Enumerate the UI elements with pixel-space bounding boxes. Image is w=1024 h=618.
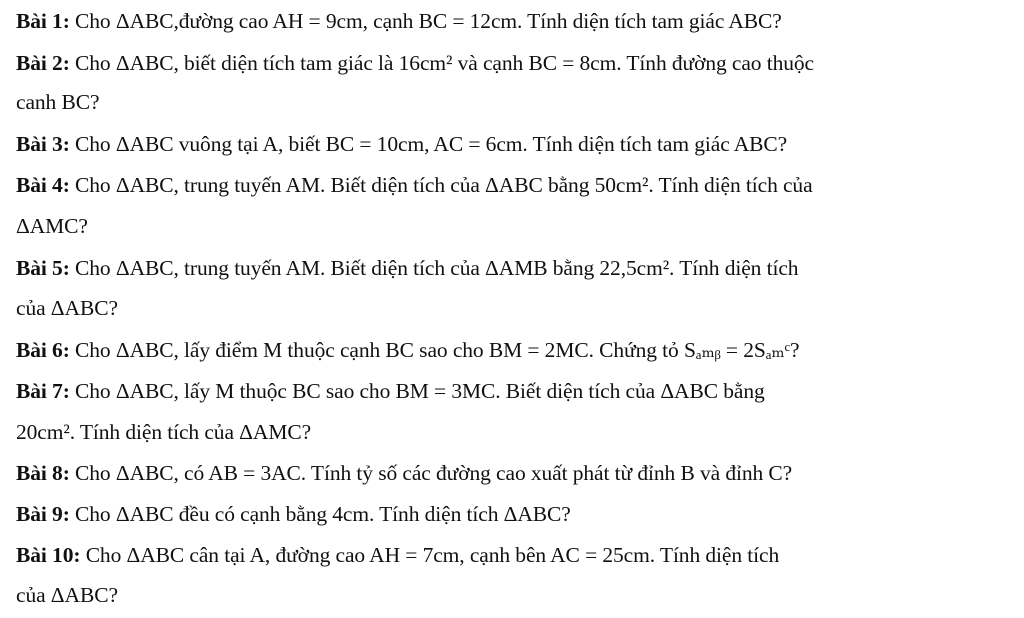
problem-text: Cho ΔABC, trung tuyến AM. Biết diện tích của ΔABC bằng 50cm². Tính diện tích của — [75, 173, 813, 197]
problem-10 — [16, 542, 779, 568]
problem-label: Bài 1: — [16, 9, 70, 33]
problem-1 — [16, 8, 782, 34]
problem-text: 20cm². Tính diện tích của ΔAMC? — [16, 420, 312, 444]
problem-2 — [16, 50, 814, 76]
problem-label: Bài 7: — [16, 379, 70, 403]
problem-3 — [16, 131, 787, 157]
problem-text: Cho ΔABC, trung tuyến AM. Biết diện tích của ΔAMB bằng 22,5cm². Tính diện tích — [75, 256, 799, 280]
problem-text: Cho ΔABC, lấy điểm M thuộc cạnh BC sao cho BM = 2MC. Chứng tỏ Sₐₘᵦ = 2Sₐₘᶜ? — [75, 338, 800, 362]
problem-label: Bài 6: — [16, 338, 70, 362]
problem-7 — [16, 378, 765, 404]
problem-label: Bài 5: — [16, 256, 70, 280]
problem-label: Bài 2: — [16, 51, 70, 75]
problem-10-continuation — [16, 582, 118, 608]
problem-text: canh BC? — [16, 90, 100, 114]
problem-5-continuation — [16, 295, 118, 321]
problem-text: Cho ΔABC, lấy M thuộc BC sao cho BM = 3MC. Biết diện tích của ΔABC bằng — [75, 379, 765, 403]
problem-7-continuation — [16, 419, 311, 445]
problem-label: Bài 3: — [16, 132, 70, 156]
problem-text: Cho ΔABC vuông tại A, biết BC = 10cm, AC = 6cm. Tính diện tích tam giác ABC? — [75, 132, 788, 156]
problem-text: của ΔABC? — [16, 583, 118, 607]
problem-label: Bài 10: — [16, 543, 81, 567]
problem-2-continuation — [16, 89, 99, 115]
problem-4-continuation — [16, 213, 88, 239]
problem-5 — [16, 255, 798, 281]
problem-text: Cho ΔABC,đường cao AH = 9cm, cạnh BC = 12cm. Tính diện tích tam giác ABC? — [75, 9, 782, 33]
problem-label: Bài 9: — [16, 502, 70, 526]
problem-6 — [16, 337, 799, 363]
problem-label: Bài 4: — [16, 173, 70, 197]
problem-4 — [16, 172, 813, 198]
problem-text: Cho ΔABC, biết diện tích tam giác là 16cm² và cạnh BC = 8cm. Tính đường cao thuộc — [75, 51, 814, 75]
problem-text: Cho ΔABC cân tại A, đường cao AH = 7cm, cạnh bên AC = 25cm. Tính diện tích — [85, 543, 780, 567]
problem-text: của ΔABC? — [16, 296, 118, 320]
problem-text: Cho ΔABC đều có cạnh bằng 4cm. Tính diện tích ΔABC? — [75, 502, 571, 526]
problem-9 — [16, 501, 571, 527]
problem-label: Bài 8: — [16, 461, 70, 485]
problem-text: Cho ΔABC, có AB = 3AC. Tính tỷ số các đường cao xuất phát từ đỉnh B và đỉnh C? — [75, 461, 793, 485]
problem-8 — [16, 460, 792, 486]
problem-text: ΔAMC? — [16, 214, 88, 238]
